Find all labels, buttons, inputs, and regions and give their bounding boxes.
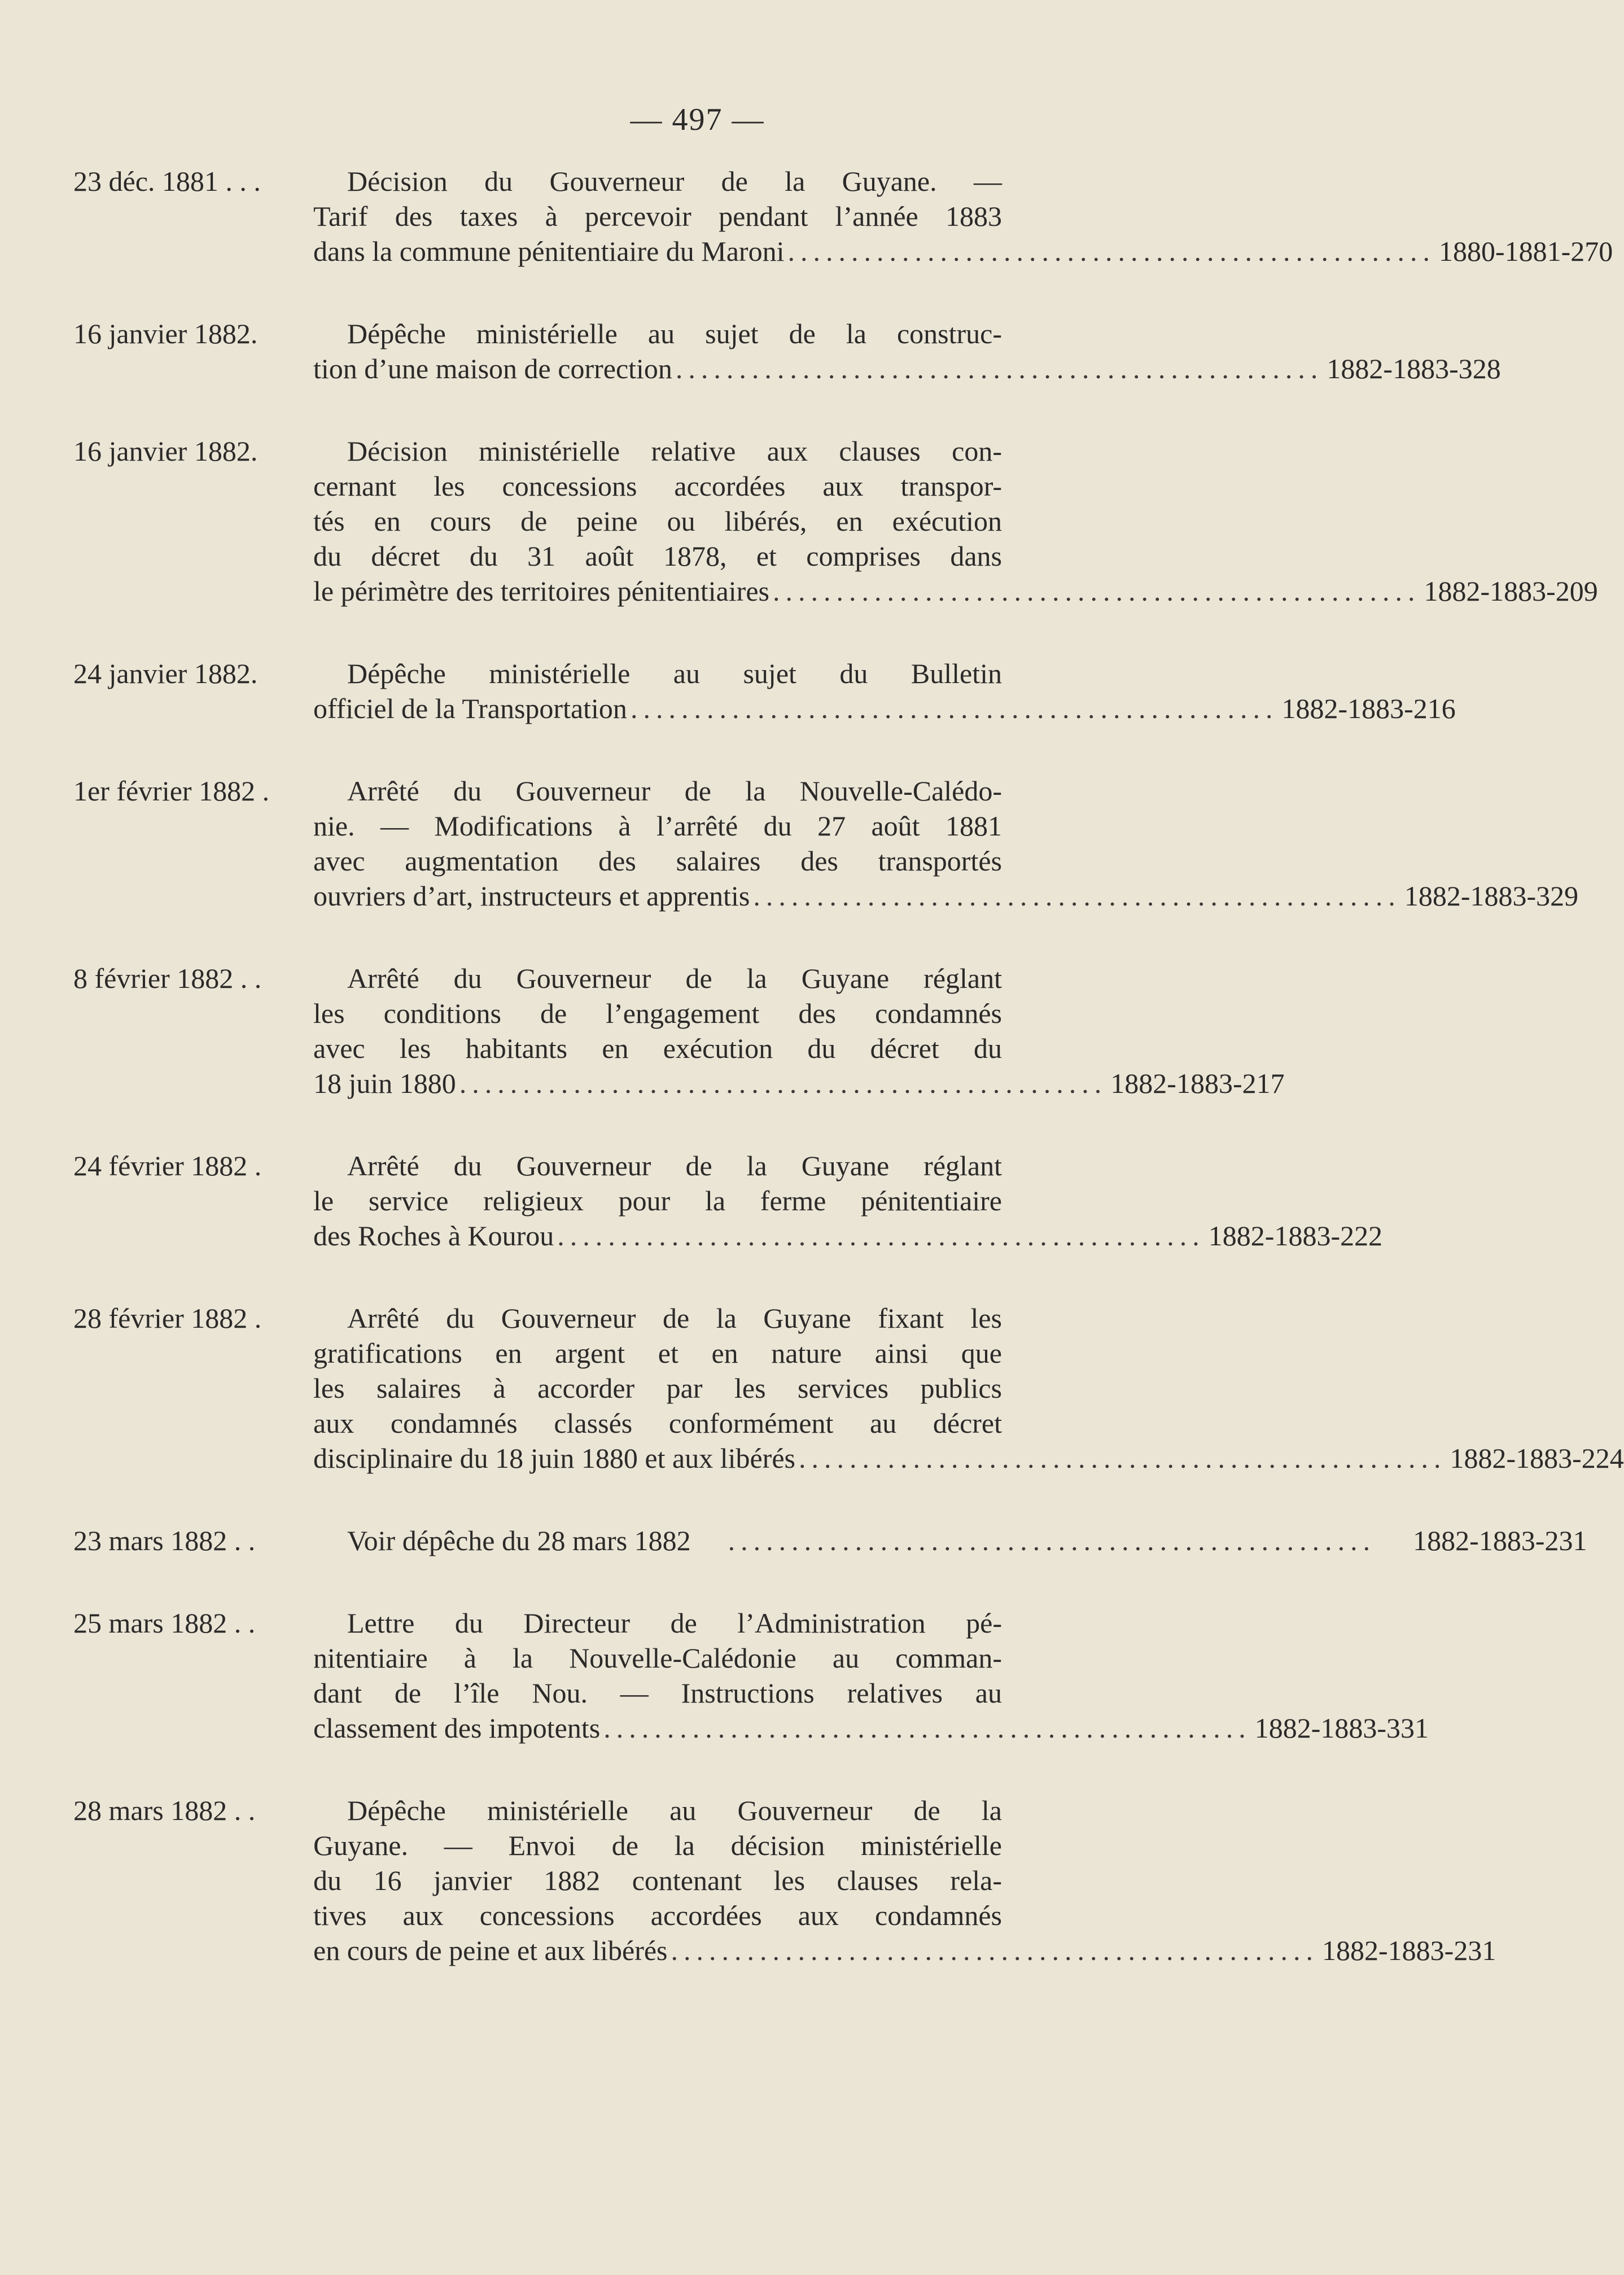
entry-line: Lettre du Directeur de l’Administration pé- [347, 1607, 1002, 1639]
entry-last-line [313, 1710, 1429, 1745]
entry-line: Décision du Gouverneur de la Guyane. — [347, 165, 1002, 197]
entry-date: 8 février 1882 . . [73, 963, 262, 994]
entry-last-line [313, 1218, 1383, 1253]
entry-last-text: classement des impotents [313, 1712, 601, 1744]
entry-line: les conditions de l’engagement des condamnés [313, 998, 1002, 1029]
entry-date: 24 janvier 1882. [73, 658, 258, 689]
entry-date: 24 février 1882 . [73, 1150, 262, 1182]
entry-last-text: tion d’une maison de correction [313, 353, 672, 384]
dot-leader: ................................................... [772, 575, 1421, 607]
entry-date: 25 mars 1882 . . [73, 1607, 256, 1639]
entry-text [313, 1148, 1383, 1253]
volume-page-reference: 1882-1883-222 [1208, 1220, 1383, 1252]
volume-page-reference: 1880-1881-270 [1438, 235, 1613, 267]
entry-last-text: dans la commune pénitentiaire du Maroni [313, 235, 785, 267]
dot-leader: ................................................... [798, 1442, 1447, 1474]
dot-leader: ................................................... [603, 1712, 1251, 1744]
entry-line: les salaires à accorder par les services publics [313, 1372, 1002, 1404]
entry-last-line [313, 691, 1456, 726]
entry [73, 316, 1501, 386]
entry-line: avec les habitants en exécution du décret du [313, 1032, 1002, 1064]
entry-line: tés en cours de peine ou libérés, en exécution [313, 505, 1002, 537]
entry-text [313, 1523, 1587, 1558]
dot-leader: ................................................... [675, 353, 1324, 384]
entry-text [313, 773, 1579, 913]
entry-date: 23 déc. 1881 . . . [73, 165, 261, 197]
entry [73, 656, 1456, 726]
volume-page-reference: 1882-1883-216 [1281, 693, 1456, 724]
entry-last-line [313, 351, 1501, 386]
volume-page-reference: 1882-1883-328 [1327, 353, 1501, 384]
entry-text [313, 316, 1501, 386]
volume-page-reference: 1882-1883-231 [1322, 1935, 1496, 1966]
entry [73, 164, 1613, 269]
entry-line: Dépêche ministérielle au sujet du Bulletin [347, 658, 1002, 689]
entry-last-line [313, 1441, 1624, 1476]
entry [73, 1148, 1383, 1253]
entry-line: tives aux concessions accordées aux condamnés [313, 1900, 1002, 1931]
entry-last-line [313, 878, 1579, 913]
entry [73, 1605, 1429, 1745]
entry-date: 16 janvier 1882. [73, 318, 258, 349]
dot-leader: ................................................... [557, 1220, 1205, 1252]
entry-text [313, 434, 1598, 609]
entry-last-text: des Roches à Kourou [313, 1220, 554, 1252]
entry [73, 1301, 1624, 1476]
entry-list [73, 164, 1624, 2015]
entry-last-text: en cours de peine et aux libérés [313, 1935, 668, 1966]
entry-date: 28 février 1882 . [73, 1302, 262, 1334]
entry-line: du décret du 31 août 1878, et comprises dans [313, 540, 1002, 572]
volume-page-reference: 1882-1883-209 [1424, 575, 1598, 607]
entry-line: Dépêche ministérielle au Gouverneur de la [347, 1795, 1002, 1826]
entry-date: 28 mars 1882 . . [73, 1795, 256, 1826]
volume-page-reference: 1882-1883-224 [1450, 1442, 1624, 1474]
entry [73, 961, 1285, 1101]
entry-line: dant de l’île Nou. — Instructions relatives au [313, 1677, 1002, 1709]
entry-line: Arrêté du Gouverneur de la Nouvelle-Calédo- [347, 775, 1002, 807]
entry-date: 23 mars 1882 . . [73, 1525, 256, 1556]
volume-page-reference: 1882-1883-329 [1404, 880, 1579, 912]
entry-line: Décision ministérielle relative aux clauses con- [347, 435, 1002, 467]
entry-last-text: ouvriers d’art, instructeurs et apprentis [313, 880, 750, 912]
entry-last-line [313, 234, 1613, 269]
entry-last-line [313, 574, 1598, 609]
entry-line: nie. — Modifications à l’arrêté du 27 août 1881 [313, 810, 1002, 842]
entry [73, 1523, 1587, 1558]
dot-leader: ................................................... [728, 1525, 1376, 1556]
entry-line: gratifications en argent et en nature ainsi que [313, 1337, 1002, 1369]
dot-leader: ................................................... [753, 880, 1401, 912]
entry-line: nitentiaire à la Nouvelle-Calédonie au comman- [313, 1642, 1002, 1674]
dot-leader: ................................................... [630, 693, 1279, 724]
page-number: — 497 — [630, 102, 765, 137]
entry-text [313, 1605, 1429, 1745]
volume-page-reference: 1882-1883-231 [1413, 1525, 1587, 1556]
entry-line: Tarif des taxes à percevoir pendant l’année 1883 [313, 200, 1002, 232]
entry-last-text: disciplinaire du 18 juin 1880 et aux libérés [313, 1442, 795, 1474]
entry-date: 16 janvier 1882. [73, 435, 258, 467]
dot-leader: ................................................... [787, 235, 1435, 267]
entry-last-line [313, 1066, 1285, 1101]
entry-line: Dépêche ministérielle au sujet de la construc- [347, 318, 1002, 349]
entry-line: cernant les concessions accordées aux transpor- [313, 470, 1002, 502]
entry [73, 434, 1598, 609]
entry-line: Arrêté du Gouverneur de la Guyane réglant [347, 963, 1002, 994]
entry-last-line [313, 1523, 1587, 1558]
volume-page-reference: 1882-1883-217 [1110, 1068, 1285, 1099]
entry-last-line [313, 1933, 1496, 1968]
entry-text [313, 656, 1456, 726]
entry-last-text: 18 juin 1880 [313, 1068, 456, 1099]
entry-line: aux condamnés classés conformément au décret [313, 1407, 1002, 1439]
entry-last-text: Voir dépêche du 28 mars 1882 [347, 1525, 691, 1556]
entry-text [313, 1301, 1624, 1476]
entry [73, 773, 1579, 913]
entry-text [313, 961, 1285, 1101]
dot-leader: ................................................... [459, 1068, 1108, 1099]
entry-line: du 16 janvier 1882 contenant les clauses rela- [313, 1865, 1002, 1896]
entry-last-text: le périmètre des territoires pénitentiaires [313, 575, 769, 607]
entry-line: Arrêté du Gouverneur de la Guyane fixant les [347, 1302, 1002, 1334]
entry-text [313, 164, 1613, 269]
entry-text [313, 1793, 1496, 1968]
entry-line: avec augmentation des salaires des transportés [313, 845, 1002, 877]
entry [73, 1793, 1496, 1968]
entry-date: 1er février 1882 . [73, 775, 270, 807]
entry-line: le service religieux pour la ferme pénitentiaire [313, 1185, 1002, 1217]
dot-leader: ................................................... [671, 1935, 1319, 1966]
entry-line: Guyane. — Envoi de la décision ministérielle [313, 1830, 1002, 1861]
volume-page-reference: 1882-1883-331 [1254, 1712, 1429, 1744]
entry-last-text: officiel de la Transportation [313, 693, 627, 724]
entry-line: Arrêté du Gouverneur de la Guyane réglant [347, 1150, 1002, 1182]
